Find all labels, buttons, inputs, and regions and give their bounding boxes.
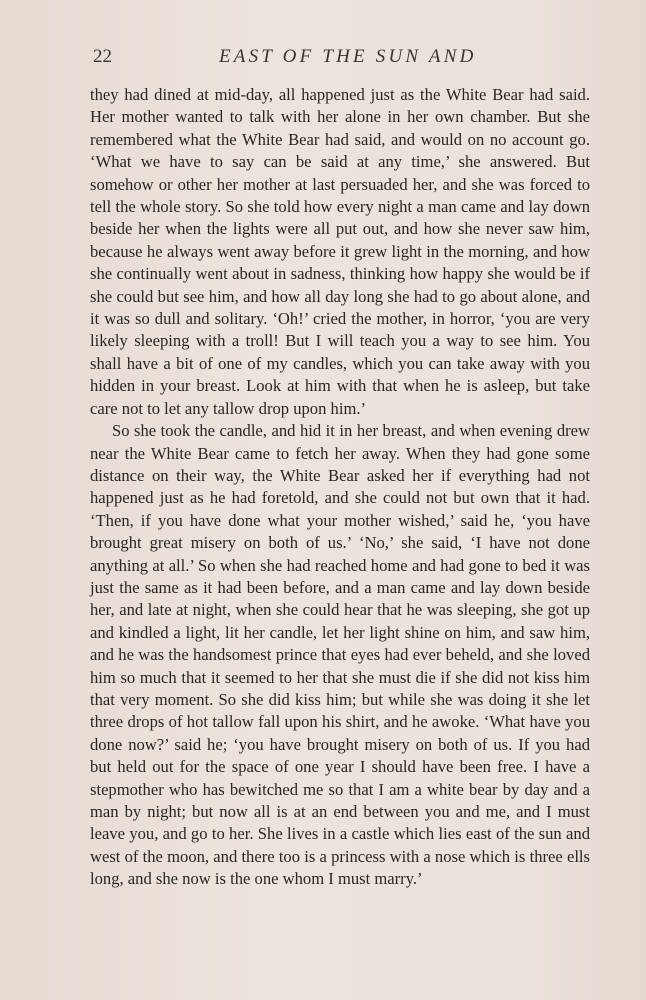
paragraph-2: So she took the candle, and hid it in her breast, and when evening drew near the White Bear came to fetch her away. When they had gone some distance on their way, the White Bear asked her if everything had not happened just as he had foretold, and she could not but own that it had. ‘Then, if you have done what your mother wished,’ said he, ‘you have brought great misery on both of us.’ ‘No,’ she said, ‘I have not done anything at all.’ So when she had reached home and had gone to bed it was just the same as it had been before, and a man came and lay down beside her, and late at night, when she could hear that he was sleeping, she got up and kindled a light, lit her candle, let her light shine on him, and saw him, and he was the handsomest prince that eyes had ever beheld, and she loved him so much that it seemed to her that she must die if she did not kiss him that very moment. So she did kiss him; but while she was doing it she let three drops of hot tallow fall upon his shirt, and he awoke. ‘What have you done now?’ said he; ‘you have brought misery on both of us. If you had but held out for the space of one year I should have been free. I have a stepmother who has bewitched me so that I am a white bear by day and a man by night; but now all is at an end between you and me, and I must leave you, and go to her. She lives in a castle which lies east of the sun and west of the moon, and there too is a princess with a nose which is three ells long, and she now is the one whom I must marry.’ <box>90 421 590 889</box>
running-head: EAST OF THE SUN AND <box>219 46 477 67</box>
paragraph-1: they had dined at mid-day, all happened just as the White Bear had said. Her mother wanted to talk with her alone in her own chamber. But she remembered what the White Bear had said, and would on no account go. ‘What we have to say can be said at any time,’ she answered. But somehow or other her mother at last persuaded her, and she was forced to tell the whole story. So she told how every night a man came and lay down beside her when the lights were all put out, and how she never saw him, because he always went away before it grew light in the morning, and how she continually went about in sadness, thinking how happy she would be if she could but see him, and how all day long she had to go about alone, and it was so dull and solitary. ‘Oh!’ cried the mother, in horror, ‘you are very likely sleeping with a troll! But I will teach you a way to see him. You shall have a bit of one of my candles, which you can take away with you hidden in your breast. Look at him with that when he is asleep, but take care not to let any tallow drop upon him.’ <box>90 85 590 418</box>
body-text <box>90 84 590 891</box>
page-header <box>93 46 593 76</box>
page-number: 22 <box>93 46 112 67</box>
